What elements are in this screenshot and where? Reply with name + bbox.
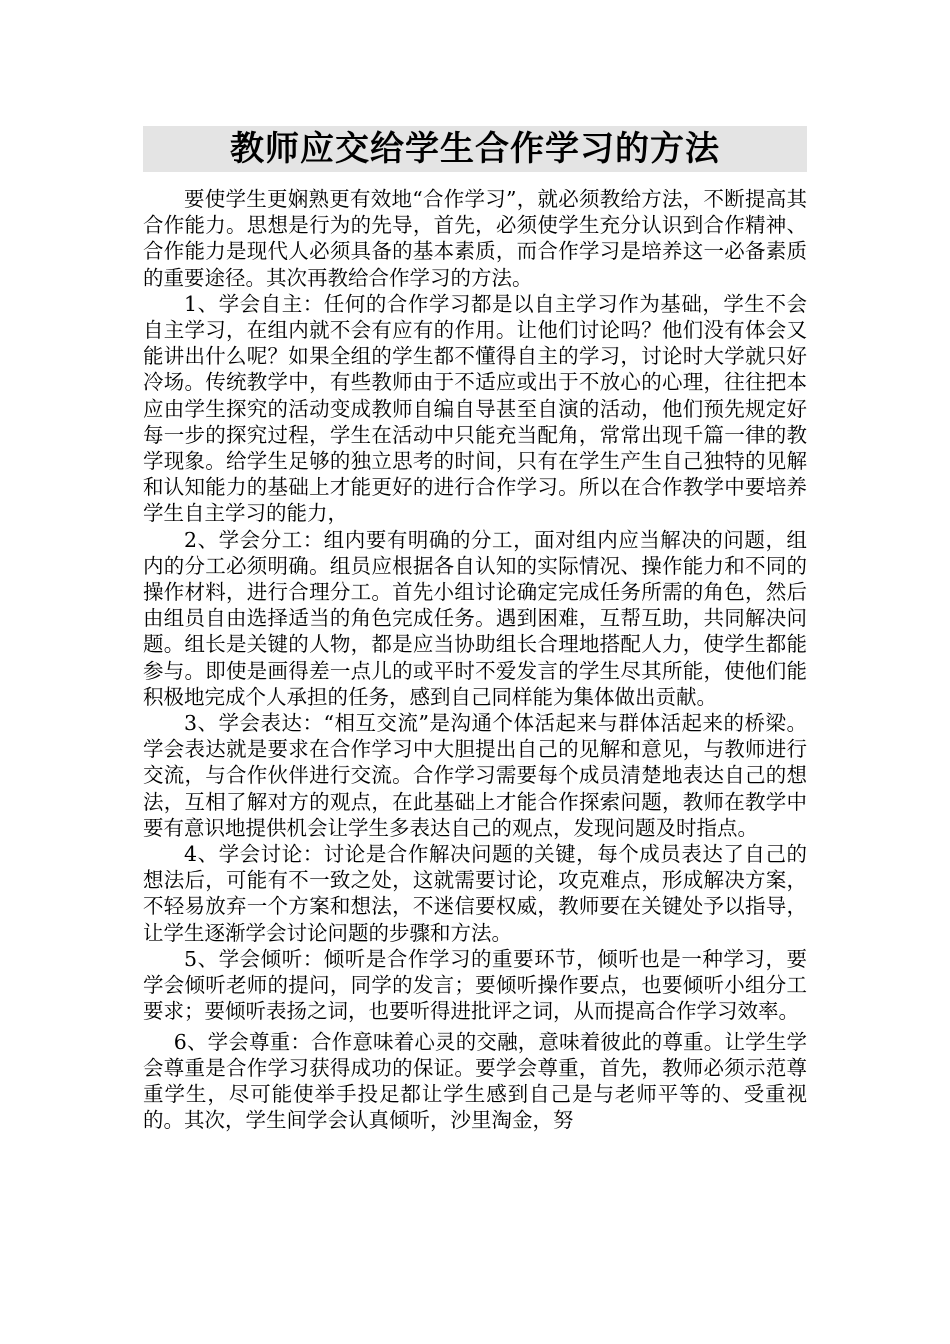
paragraph-learn-discussion: 4、学会讨论：讨论是合作解决问题的关键，每个成员表达了自己的想法后，可能有不一致之处，这就需要讨论，攻克难点，形成解决方案，不轻易放弃一个方案和想法，不迷信要权威，教师要在关键处予以指导，让学生逐渐学会讨论问题的步骤和方法。 xyxy=(143,842,807,945)
document-title: 教师应交给学生合作学习的方法 xyxy=(230,129,720,169)
paragraph-learn-respect: 6、学会尊重：合作意味着心灵的交融，意味着彼此的尊重。让学生学会尊重是合作学习获得成功的保证。要学会尊重，首先，教师必须示范尊重学生，尽可能使举手投足都让学生感到自己是与老师平等的、受重视的。其次，学生间学会认真倾听，沙里淘金，努 xyxy=(143,1029,807,1133)
paragraph-learn-autonomy: 1、学会自主：任何的合作学习都是以自主学习作为基础，学生不会自主学习，在组内就不会有应有的作用。让他们讨论吗？他们没有体会又能讲出什么呢？如果全组的学生都不懂得自主的学习，讨论时大学就只好冷场。传统教学中，有些教师由于不适应或出于不放心的心理，往往把本应由学生探究的活动变成教师自编自导甚至自演的活动，他们预先规定好每一步的探究过程，学生在活动中只能充当配角，常常出现千篇一律的教学现象。给学生足够的独立思考的时间，只有在学生产生自己独特的见解和认知能力的基础上才能更好的进行合作学习。所以在合作教学中要培养学生自主学习的能力， xyxy=(143,291,807,526)
document-body xyxy=(143,186,807,1133)
paragraph-learn-division-of-labor: 2、学会分工：组内要有明确的分工，面对组内应当解决的问题，组内的分工必须明确。组员应根据各自认知的实际情况、操作能力和不同的操作材料，进行合理分工。首先小组讨论确定完成任务所需的角色，然后由组员自由选择适当的角色完成任务。遇到困难，互帮互助，共同解决问题。组长是关键的人物，都是应当协助组长合理地搭配人力，使学生都能参与。即使是画得差一点儿的或平时不爱发言的学生尽其所能，使他们能积极地完成个人承担的任务，感到自己同样能为集体做出贡献。 xyxy=(143,527,807,709)
paragraph-learn-expression: 3、学会表达：“相互交流”是沟通个体活起来与群体活起来的桥梁。学会表达就是要求在合作学习中大胆提出自己的见解和意见，与教师进行交流，与合作伙伴进行交流。合作学习需要每个成员清楚地表达自己的想法，互相了解对方的观点，在此基础上才能合作探索问题，教师在教学中要有意识地提供机会让学生多表达自己的观点，发现问题及时指点。 xyxy=(143,711,807,840)
title-banner xyxy=(143,126,807,172)
paragraph-learn-listening: 5、学会倾听：倾听是合作学习的重要环节，倾听也是一种学习，要学会倾听老师的提问，同学的发言；要倾听操作要点，也要倾听小组分工要求；要倾听表扬之词，也要听得进批评之词，从而提高合作学习效率。 xyxy=(143,946,807,1024)
intro-paragraph: 要使学生更娴熟更有效地“合作学习”，就必须教给方法，不断提高其合作能力。思想是行为的先导，首先，必须使学生充分认识到合作精神、合作能力是现代人必须具备的基本素质，而合作学习是培养这一必备素质的重要途径。其次再教给合作学习的方法。 xyxy=(143,187,807,290)
